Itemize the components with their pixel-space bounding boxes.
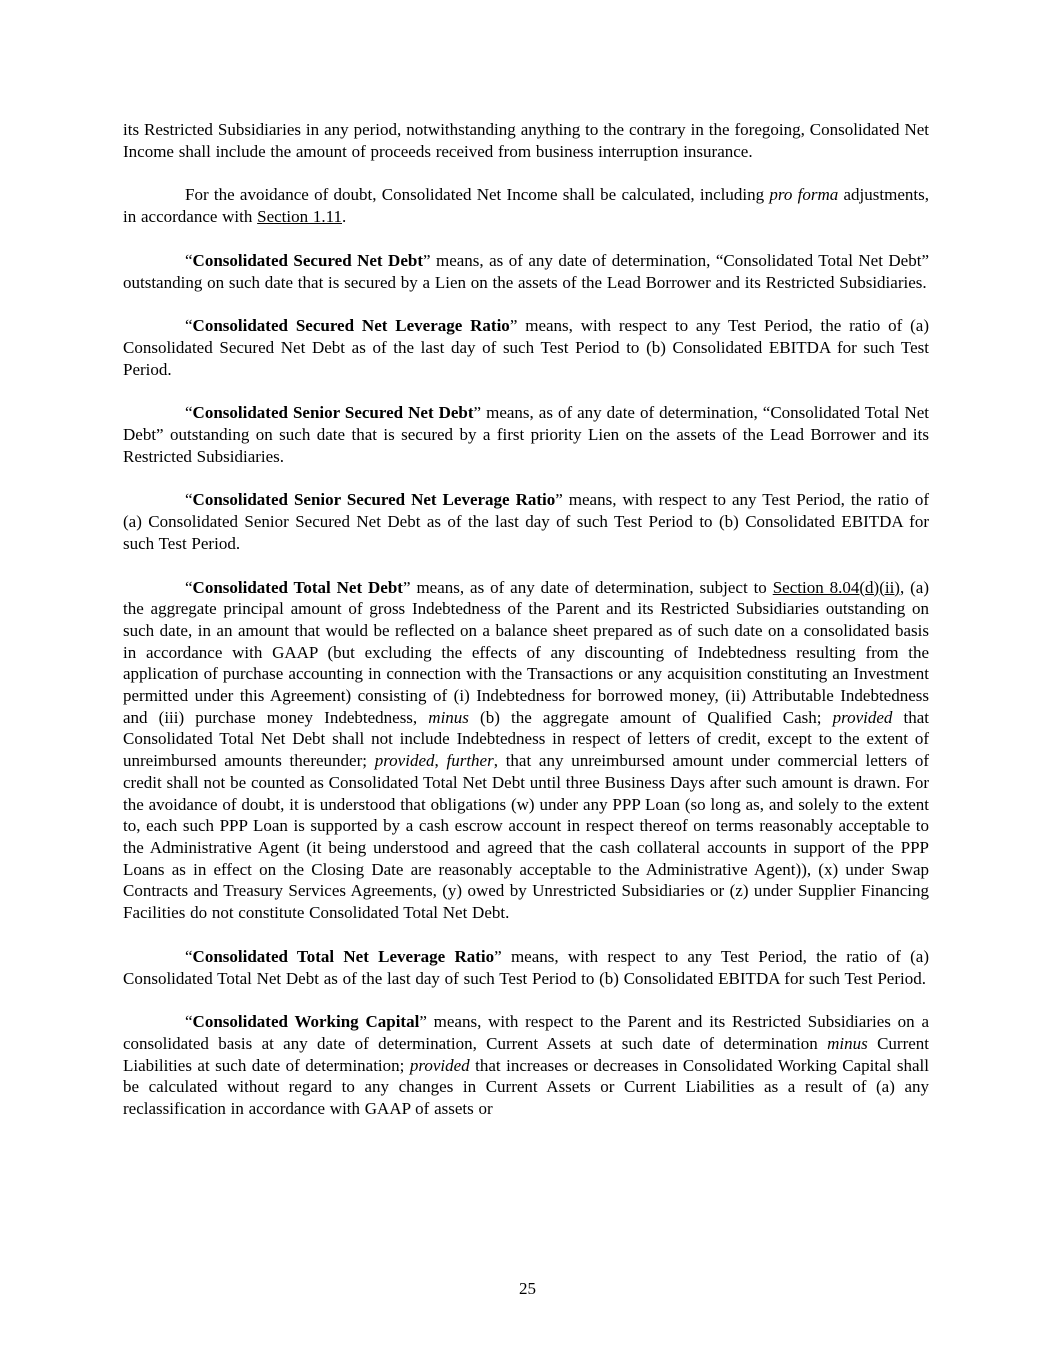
italic-term: further xyxy=(446,751,494,771)
body-text: , xyxy=(434,751,447,771)
body-text: “ xyxy=(185,316,193,336)
body-text: “ xyxy=(185,577,193,597)
body-text: ” means, with respect to any Test Period, the ratio of (a) Consolidated Secured Net Debt as of the last day of such Test Period to (b) Consolidated EBITDA for such Test Period. xyxy=(123,316,930,379)
body-text: . xyxy=(342,207,347,227)
body-text: Current Liabilities at such date of determination; xyxy=(123,1033,930,1075)
body-text: its Restricted Subsidiaries in any period, notwithstanding anything to the contrary in the foregoing, Consolidated Net Income shall include the amount of proceeds received from business interruption insurance. xyxy=(123,120,929,161)
paragraph-consolidated-total-net-debt xyxy=(123,577,929,924)
defined-term: Consolidated Working Capital xyxy=(192,1012,420,1032)
paragraph-consolidated-secured-net-debt xyxy=(123,250,929,293)
body-text: that Consolidated Total Net Debt shall not include Indebtedness in respect of letters of credit, except to the extent of unreimbursed amounts thereunder; xyxy=(123,707,929,771)
body-text: adjustments, in accordance with xyxy=(123,185,929,227)
defined-term: Consolidated Total Net Debt xyxy=(192,577,403,597)
body-text: “ xyxy=(185,403,193,423)
defined-term: Consolidated Secured Net Debt xyxy=(192,250,423,270)
italic-term: minus xyxy=(428,707,469,727)
body-text: ” means, as of any date of determination, “Consolidated Total Net Debt” outstanding on such date that is secured by a Lien on the assets of the Lead Borrower and its Restricted Subsidiaries. xyxy=(123,250,929,292)
defined-term: Consolidated Senior Secured Net Debt xyxy=(192,403,474,423)
paragraph-consolidated-senior-secured-net-debt xyxy=(123,402,929,467)
body-text: ” means, as of any date of determination, subject to xyxy=(402,577,773,597)
body-text: (b) the aggregate amount of Qualified Cash; xyxy=(468,707,833,727)
body-text: “ xyxy=(185,490,193,510)
body-text: that increases or decreases in Consolidated Working Capital shall be calculated without regard to any changes in Current Assets or Current Liabilities as a result of (a) any reclassification in accordance with GAAP of assets or xyxy=(123,1055,929,1119)
body-text: ” means, with respect to any Test Period, the ratio of (a) Consolidated Senior Secured Net Debt as of the last day of such Test Period to (b) Consolidated EBITDA for such Test Period. xyxy=(123,490,929,553)
body-text: For the avoidance of doubt, Consolidated Net Income shall be calculated, including xyxy=(185,185,770,205)
italic-term: provided xyxy=(374,751,435,771)
paragraph-consolidated-working-capital xyxy=(123,1011,929,1120)
page-number: 25 xyxy=(519,1279,536,1298)
body-text: ” means, with respect to any Test Period, the ratio of (a) Consolidated Total Net Debt as of the last day of such Test Period to (b) Consolidated EBITDA for such Test Period. xyxy=(123,946,929,988)
body-text: , that any unreimbursed amount under commercial letters of credit shall not be counted as Consolidated Total Net Debt until three Business Days after such amount is drawn. For the avoidance of doubt, it is understood that obligations (w) under any PPP Loan (so long as, and solely to the extent to, each such PPP Loan is supported by a cash escrow account in respect thereof on terms reasonably acceptable to the Administrative Agent (it being understood and agreed that the cash collateral accounts in support of the PPP Loans as in effect on the Closing Date are reasonably acceptable to the Administrative Agent)), (x) under Swap Contracts and Treasury Services Agreements, (y) owed by Unrestricted Subsidiaries or (z) under Supplier Financing Facilities do not constitute Consolidated Total Net Debt. xyxy=(123,751,929,923)
body-text: ” means, as of any date of determination, “Consolidated Total Net Debt” outstanding on such date that is secured by a first priority Lien on the assets of the Lead Borrower and its Restricted Subsidiaries. xyxy=(123,403,929,466)
paragraph-avoidance-of-doubt xyxy=(123,184,929,227)
italic-term: pro forma xyxy=(769,185,839,205)
defined-term: Consolidated Total Net Leverage Ratio xyxy=(192,946,495,966)
body-text: ” means, with respect to the Parent and its Restricted Subsidiaries on a consolidated basis at any date of determination, Current Assets at such date of determination xyxy=(123,1012,929,1053)
paragraph-continuation xyxy=(123,119,929,162)
italic-term: provided xyxy=(409,1055,470,1075)
italic-term: minus xyxy=(827,1033,868,1053)
body-text: “ xyxy=(185,1012,193,1032)
section-ref: Section 1.11 xyxy=(257,207,343,227)
body-text: “ xyxy=(185,946,193,966)
section-ref: Section 8.04(d)(ii) xyxy=(772,577,900,597)
defined-term: Consolidated Secured Net Leverage Ratio xyxy=(192,316,510,336)
document-body xyxy=(123,119,929,1142)
defined-term: Consolidated Senior Secured Net Leverage Ratio xyxy=(192,490,556,510)
body-text: “ xyxy=(185,250,193,270)
paragraph-consolidated-secured-net-leverage-ratio xyxy=(123,315,929,380)
italic-term: provided xyxy=(832,707,893,727)
paragraph-consolidated-senior-secured-net-leverage-ratio xyxy=(123,489,929,554)
body-text: , (a) the aggregate principal amount of gross Indebtedness of the Parent and its Restricted Subsidiaries outstanding on such date, in an amount that would be reflected on a balance sheet prepared as of such date on a consolidated basis in accordance with GAAP (but excluding the effects of any discounting of Indebtedness resulting from the application of purchase accounting in connection with the Transactions or any acquisition constituting an Investment permitted under this Agreement) consisting of (i) Indebtedness for borrowed money, (ii) Attributable Indebtedness and (iii) purchase money Indebtedness, xyxy=(123,577,929,727)
paragraph-consolidated-total-net-leverage-ratio xyxy=(123,946,929,989)
